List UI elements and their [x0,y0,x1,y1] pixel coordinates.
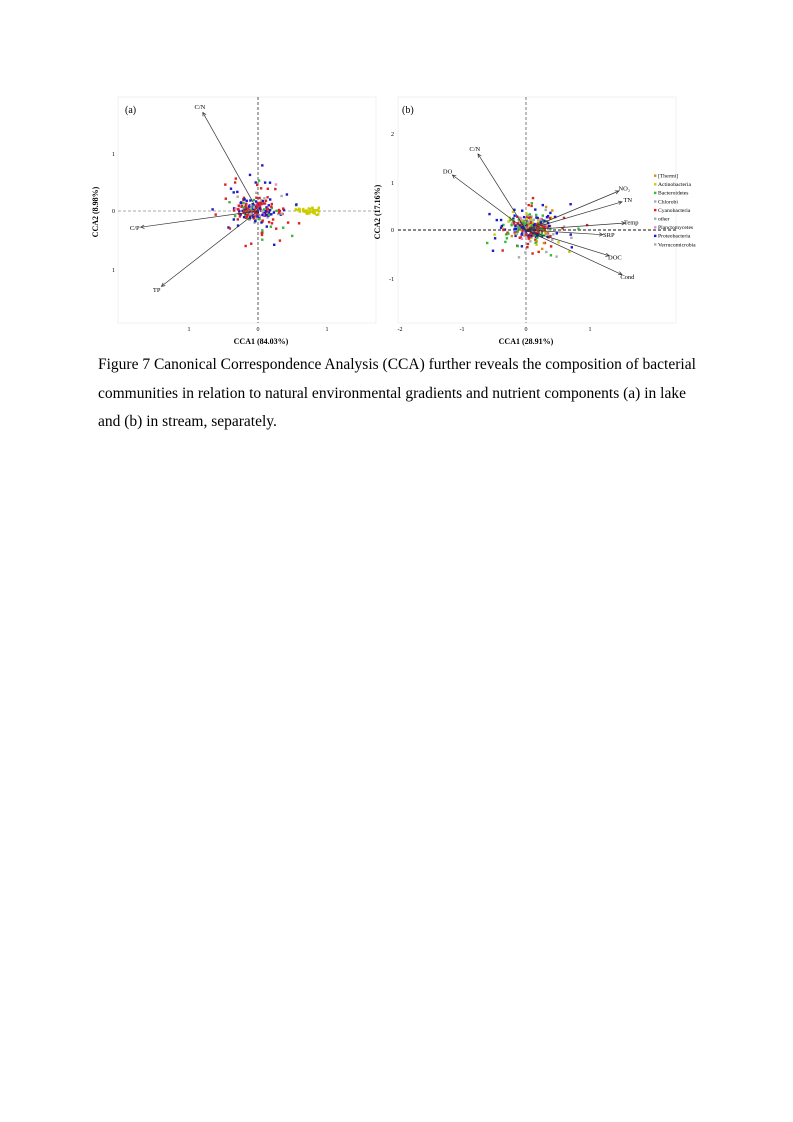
panel-b-arrow-label: Cond [620,274,635,282]
panel-a-point [242,202,244,204]
panel-a-point [247,207,249,209]
panel-a-point [266,225,268,227]
panel-b-point [510,224,512,226]
panel-b-point [521,245,523,247]
panel-b-point [523,216,525,218]
panel-b-point [531,202,533,204]
panel-a-point [268,214,270,216]
panel-a-point [266,208,268,210]
panel-b-point [518,256,520,258]
legend-marker [654,209,656,211]
panel-a-arrow-label: C/N [194,104,206,112]
panel-a-point [279,239,281,241]
panel-a-point [243,198,245,200]
panel-b-point [494,237,496,239]
panel-a-point [304,210,306,212]
panel-b-point [545,232,547,234]
panel-b-point [511,235,513,237]
panel-a-point [246,200,248,202]
panel-b-point [570,233,572,235]
panel-a-point [259,207,261,209]
panel-a-point [275,210,277,212]
panel-a-point [240,201,242,203]
panel-a-point [268,221,270,223]
legend-entry: Actinobacteria [658,182,691,189]
panel-a-point [255,200,257,202]
panel-b-arrow-label: DO [442,168,453,176]
panel-b-point [504,241,506,243]
panel-a-point [250,212,252,214]
panel-b-point [557,241,559,243]
panel-a-point [271,203,273,205]
panel-b-ytick-2: 0 [391,228,394,234]
panel-a-point [257,202,259,204]
panel-a-point [233,191,235,193]
figure-7 [91,95,708,350]
panel-b-point [521,238,523,240]
legend-entry: other [658,216,670,223]
panel-a-point [253,206,255,208]
legend-entry: Bacteroidetes [658,190,689,197]
panel-a-point [267,188,269,190]
panel-a-point [262,219,264,221]
panel-a-point [261,239,263,241]
panel-b-point [534,208,536,210]
panel-a-label: (a) [125,105,137,116]
panel-b-ytick-0: 2 [391,132,394,138]
panel-b-point [527,243,529,245]
panel-b-xtick-1: -1 [459,327,465,333]
panel-a-point [235,177,237,179]
panel-b-ytick-3: -1 [389,277,394,283]
panel-b-point [492,250,494,252]
panel-b-point [486,242,488,244]
panel-b-point [517,226,519,228]
panel-b-point [523,231,525,233]
panel-b-point [531,224,533,226]
panel-b-point [535,214,537,216]
panel-b-point [545,251,547,253]
panel-b-point [520,217,522,219]
panel-b-point [521,210,523,212]
panel-a-point [278,209,280,211]
panel-b-point [493,233,495,235]
panel-a-point [234,207,236,209]
panel-a-point [274,188,276,190]
legend-entry: Planctomycetes [658,225,694,232]
panel-a-ylabel: CCA2 (8.98%) [91,186,100,238]
panel-b-point [539,218,541,220]
panel-a-point [269,198,271,200]
panel-a-point [250,204,252,206]
panel-b-arrow-label: DOC [608,254,622,262]
panel-b-point [533,219,535,221]
panel-b-point [514,225,516,227]
panel-b-point [506,237,508,239]
panel-b-arrow-label: TN [623,197,633,205]
panel-a-xtick-1: 0 [256,327,260,333]
panel-b-label: (b) [402,105,414,116]
panel-a-point [225,198,227,200]
panel-b-xtick-3: 1 [588,327,592,333]
panel-b-point [488,213,490,215]
panel-a-point [308,207,310,209]
legend-entry: Verrucomicrobia [658,242,696,249]
panel-b-point [515,228,517,230]
panel-b-point [502,229,504,231]
panel-a-point [249,199,251,201]
panel-a-point [237,208,239,210]
panel-b-point [528,204,530,206]
panel-a-point [237,218,239,220]
panel-a-point [243,210,245,212]
panel-a-point [266,196,268,198]
panel-a-point [269,182,271,184]
panel-b-point [547,233,549,235]
panel-a-point [249,174,251,176]
panel-a-point [270,226,272,228]
panel-a-point [258,179,260,181]
panel-a-point [256,215,258,217]
panel-a-point [242,206,244,208]
panel-a-point [260,203,262,205]
panel-b-point [516,233,518,235]
panel-a-point [253,199,255,201]
panel-a-point [287,221,289,223]
panel-b-point [529,240,531,242]
panel-a-point [273,211,275,213]
panel-a-point [298,222,300,224]
panel-b-point [529,236,531,238]
panel-a-xtick-0: 1 [187,327,191,333]
panel-b-point [526,246,528,248]
panel-b-point [537,219,539,221]
legend-marker [654,175,656,177]
panel-b-point [528,221,530,223]
panel-a-ytick-0: 1 [112,152,115,158]
panel-a-point [261,164,263,166]
panel-b-point [555,255,557,257]
panel-a-point [230,188,232,190]
panel-b-point [531,252,533,254]
panel-a-point [264,181,266,183]
panel-a-xlabel: CCA1 (84.03%) [233,337,289,346]
legend-marker [654,218,656,220]
panel-a-point [318,207,320,209]
panel-b-point [568,251,570,253]
panel-b-point [543,242,545,244]
panel-a-point [256,184,258,186]
panel-b-point [519,237,521,239]
panel-b-point [507,233,509,235]
panel-b-point [549,212,551,214]
panel-a-point [275,183,277,185]
panel-a-arrow-label: C/P [129,225,140,233]
panel-a-point [272,218,274,220]
panel-a-point [263,197,265,199]
panel-a-point [265,210,267,212]
panel-b-point [502,249,504,251]
panel-b-point [541,248,543,250]
legend-marker [654,235,656,237]
panel-a-point [299,210,301,212]
panel-b-point [556,232,558,234]
panel-a-point [233,218,235,220]
panel-a-point [286,193,288,195]
panel-a-point [269,209,271,211]
panel-a-point [237,196,239,198]
panel-b-point [551,239,553,241]
panel-b-legend [654,174,696,249]
panel-a-point [238,205,240,207]
panel-a-point [295,208,297,210]
panel-b-point [545,209,547,211]
panel-a-point [224,183,226,185]
panel-b-point [496,219,498,221]
panel-b-point [517,245,519,247]
panel-a-point [250,243,252,245]
panel-b-point [536,237,538,239]
panel-a-xtick-2: 1 [325,327,329,333]
panel-a-point [312,207,314,209]
panel-b-arrow-label: SRP [603,232,615,240]
panel-b-ytick-1: 1 [391,181,394,187]
panel-b-arrow-label: C/N [469,145,481,153]
legend-marker [654,200,656,202]
legend-marker [654,243,656,245]
panel-a-point [211,208,213,210]
panel-a-point [254,220,256,222]
panel-a-point [255,192,257,194]
panel-b-point [542,204,544,206]
panel-b-point [529,213,531,215]
panel-a-point [282,207,284,209]
legend-marker [654,226,656,228]
panel-a-point [262,200,264,202]
legend-entry: [Thermi] [658,173,679,180]
panel-a-point [317,209,319,211]
panel-b-point [552,233,554,235]
legend-entry: Cyanobacteria [658,207,691,214]
panel-a-arrow-label: TP [152,287,161,295]
panel-a-point [261,229,263,231]
panel-b-point [513,215,515,217]
legend-marker [654,183,656,185]
panel-b-point [545,206,547,208]
panel-b-point [546,216,548,218]
panel-b-point [522,221,524,223]
panel-b-point [548,225,550,227]
panel-a-point [273,244,275,246]
panel-b-point [551,209,553,211]
panel-a-point [280,195,282,197]
panel-a-ytick-1: 0 [112,209,115,215]
panel-a-point [234,181,236,183]
panel-b-point [549,217,551,219]
panel-b-point [543,226,545,228]
panel-b-point [571,246,573,248]
panel-a-point [307,212,309,214]
panel-b-point [525,233,527,235]
panel-a-point [236,191,238,193]
panel-b-plot [373,95,708,346]
panel-b-xtick-2: 0 [524,327,528,333]
panel-a-point [282,227,284,229]
panel-a-point [260,187,262,189]
panel-a-point [228,201,230,203]
panel-b-point [532,197,534,199]
panel-b-point [517,230,519,232]
panel-a-point [280,213,282,215]
panel-a-point [261,234,263,236]
panel-b-point [538,251,540,253]
panel-a-point [215,213,217,215]
panel-b-point [530,205,532,207]
panel-a-point [291,235,293,237]
legend-entry: Chlorobi [658,199,678,206]
panel-a-point [229,227,231,229]
panel-a-point [258,218,260,220]
panel-a-ytick-2: 1 [112,268,115,274]
panel-b-point [550,254,552,256]
panel-b-point [530,218,532,220]
panel-b-point [501,225,503,227]
panel-a-point [271,222,273,224]
panel-a-point [255,181,257,183]
panel-b-point [537,217,539,219]
legend-marker [654,192,656,194]
panel-a-point [268,204,270,206]
panel-a-point [259,215,261,217]
panel-b-point [525,212,527,214]
panel-b-xlabel: CCA1 (28.91%) [498,337,554,346]
panel-a-point [255,197,257,199]
panel-b-point [570,237,572,239]
panel-a-point [312,210,314,212]
panel-a-point [264,202,266,204]
panel-a-point [316,214,318,216]
panel-b-arrow-label: Temp [623,219,639,227]
panel-a-point [265,200,267,202]
panel-a-point [245,203,247,205]
legend-entry: Proteobacteria [658,233,691,240]
panel-a-point [261,210,263,212]
panel-a-point [245,217,247,219]
panel-a-point [261,214,263,216]
panel-b-point [542,214,544,216]
panel-b-point [524,251,526,253]
panel-a-point [295,203,297,205]
panel-a-point [270,206,272,208]
panel-a-point [245,245,247,247]
panel-b-arrow-label: NO₂ [618,185,631,193]
panel-b-point [550,245,552,247]
panel-b-point [528,225,530,227]
panel-b-ylabel: CCA2 (17.16%) [373,184,382,240]
panel-b-point [526,218,528,220]
panel-b-point [577,228,579,230]
figure-caption: Figure 7 Canonical Correspondence Analysis (CCA) further reveals the composition of bacterial communities in relation to natural environmental gradients and nutrient components (a) in lake and (b) in stream, separately. [98,356,696,430]
panel-a-point [258,197,260,199]
panel-b-xtick-0: -2 [397,327,403,333]
panel-b-point [569,203,571,205]
panel-b-point [500,219,502,221]
panel-a-point [246,214,248,216]
panel-a-point [234,215,236,217]
panel-b-point [534,242,536,244]
panel-a-plot [91,95,378,346]
panel-b-point [521,233,523,235]
panel-a-point [275,228,277,230]
